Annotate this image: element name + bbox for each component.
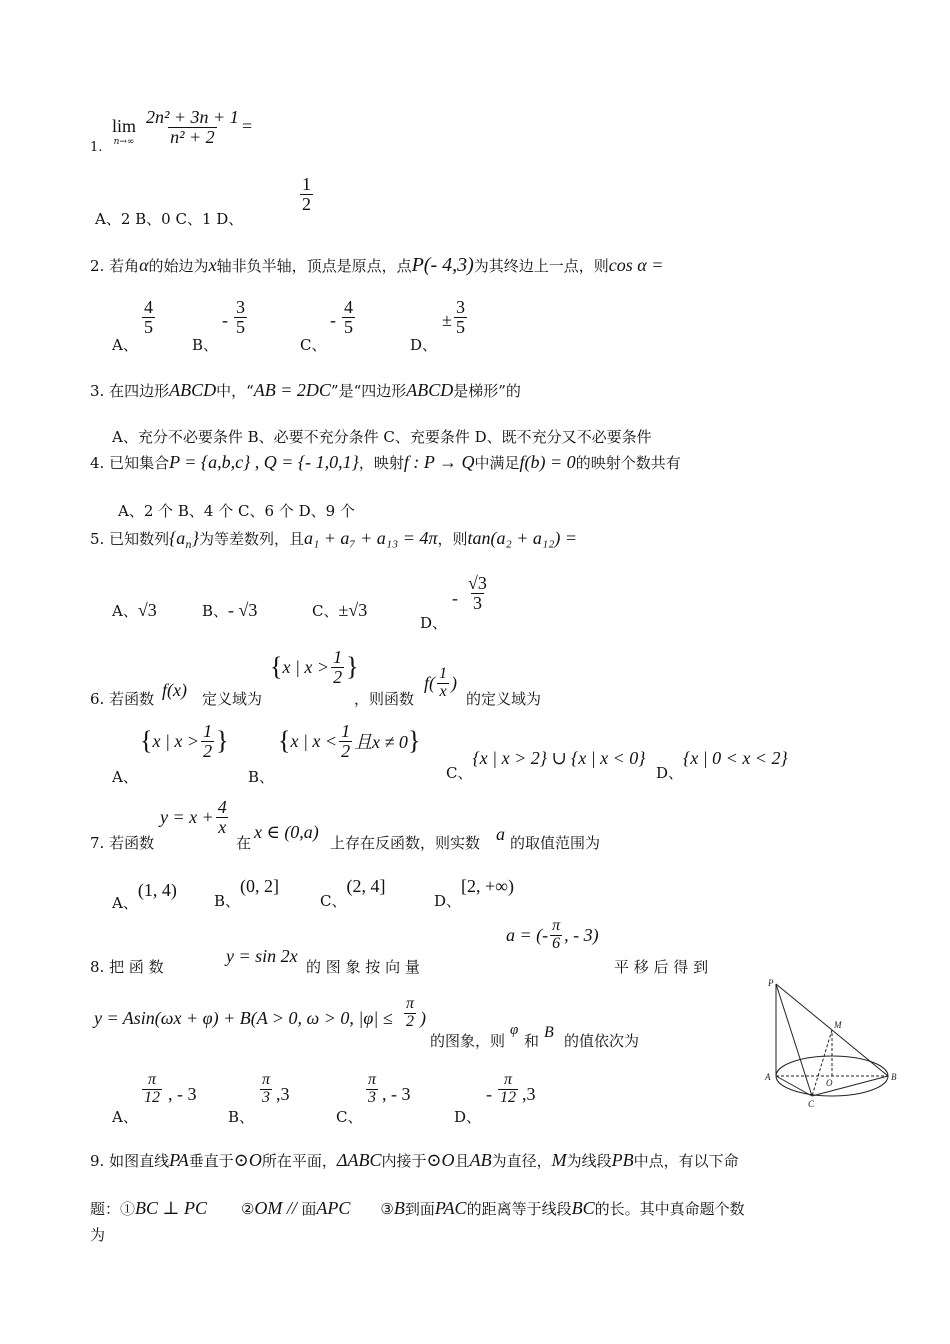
q8-d-label: D、 [454, 1108, 482, 1126]
q1-equals: = [242, 116, 253, 136]
q2-c-sign: - [330, 310, 336, 330]
label-m: M [834, 1020, 842, 1030]
q2-c-label: C、 [300, 336, 327, 354]
q9-line2-a: 题：① [90, 1200, 136, 1218]
q9-proposition-3e: BC [571, 1198, 595, 1218]
label-c: C [808, 1099, 815, 1109]
label-b: B [891, 1072, 897, 1082]
q8-function: y = sin 2x [226, 946, 298, 966]
q7-option-b [214, 876, 279, 911]
q2-point: P(- 4,3) [411, 254, 474, 276]
q1-options [95, 208, 243, 229]
q3-options-text: A、充分不必要条件 B、必要不充分条件 C、充要条件 D、既不充分又不必要条件 [112, 428, 652, 446]
q2-stem-a: 2. 若角 [90, 257, 140, 275]
q2-c-num: 4 [344, 297, 353, 317]
q1-limit [112, 116, 136, 147]
q5-option-c [312, 600, 367, 621]
q7-fn-den: x [218, 816, 227, 837]
q8-vec-den: 6 [552, 934, 561, 952]
q9-ab: AB [469, 1150, 492, 1170]
q6-fx: f(x) [162, 680, 187, 700]
q3-condition: AB = 2DC [253, 380, 331, 400]
q5-seq: {a [169, 528, 186, 548]
q6-domain-a: x | x > [282, 656, 330, 677]
q6-a-text: x | x > [152, 730, 200, 751]
q9-line2-c: ③ [380, 1200, 394, 1218]
q8-line2-den: 2 [406, 1012, 414, 1030]
q9-proposition-3b: 到面 [404, 1200, 435, 1218]
q8-d-frac [498, 1072, 518, 1107]
q6-c-value: {x | x > 2} ∪ {x | x < 0} [472, 748, 646, 768]
q8-c-den: 3 [368, 1088, 376, 1106]
q1-d-num: 1 [302, 174, 311, 194]
q6-b-frac [339, 722, 352, 761]
q9-proposition-2: OM // [254, 1198, 302, 1218]
q8-vec-frac [550, 918, 562, 953]
q9-line-2 [90, 1198, 745, 1219]
q1-options-text: A、2 B、0 C、1 D、 [95, 210, 244, 228]
q6-d-label: D、 [656, 764, 684, 782]
q5-seq-end: } [191, 528, 199, 548]
q6-stem-b: 定义域为 [202, 690, 263, 708]
q9-proposition-3f: 的长。其中真命题个数 [594, 1200, 745, 1218]
q9-line-3 [90, 1224, 105, 1245]
q8-b-tail: ,3 [276, 1084, 290, 1104]
q8-vec-b: , - 3) [564, 924, 599, 945]
q7-option-a [112, 880, 177, 913]
question-4-stem [90, 452, 681, 473]
segment-bc [812, 1076, 888, 1096]
q2-a-num: 4 [144, 297, 153, 317]
label-o: O [826, 1078, 833, 1088]
q6-b-cond: 且x ≠ 0 [354, 732, 408, 753]
q9-stem-c: 所在平面， [261, 1152, 337, 1170]
q7-b-label: B、 [214, 892, 241, 910]
q8-line2-c: 的图象，则 [430, 1032, 506, 1050]
q9-stem-g: 为线段 [566, 1152, 612, 1170]
q2-stem-b: 的始边为 [148, 257, 209, 275]
q5-d-num: √3 [468, 573, 487, 593]
q8-stem-b: 的 图 象 按 向 量 [306, 958, 420, 976]
q5-d-frac [466, 574, 489, 613]
q8-c-frac [366, 1072, 378, 1107]
q6-a-value: { x | x > $\frac{1}{2}$ } [140, 721, 229, 761]
q6-stem-c: ，则函数 [354, 690, 415, 708]
question-5-stem [90, 528, 577, 551]
q2-a-label: A、 [112, 336, 138, 354]
question-2-stem [90, 254, 663, 277]
q8-stem-c: 平 移 后 得 到 [614, 958, 709, 976]
q6-f-num: 1 [439, 665, 447, 682]
q8-B: B [544, 1024, 554, 1041]
q7-stem-a: 7. 若函数 [90, 834, 155, 852]
q9-proposition-3a: B [393, 1198, 405, 1218]
q8-line2-frac [404, 996, 416, 1031]
q6-f-frac [437, 666, 449, 701]
q7-a: a [496, 824, 505, 844]
q6-f-end: ) [451, 672, 457, 693]
q5-stem-a: 5. 已知数列 [90, 530, 170, 548]
q8-vec-num: π [552, 917, 561, 934]
q5-option-a [112, 600, 157, 621]
label-a: A [765, 1072, 771, 1082]
q1-lim-text: lim [112, 116, 137, 136]
q9-pb: PB [611, 1150, 634, 1170]
q2-x: x [208, 255, 217, 275]
q8-c-label: C、 [336, 1108, 363, 1126]
q7-function [160, 798, 231, 837]
q6-option-d [656, 748, 788, 783]
q7-d-value: [2, +∞) [461, 876, 515, 896]
q1-option-d-value [300, 175, 313, 214]
q1-numerator: 2n² + 3n + 1 [146, 107, 239, 127]
q8-line2-a: y = Asin(ωx + φ) + B(A > 0, ω > 0, |φ| ≤ [94, 1008, 393, 1028]
q9-line2-b: ② [240, 1200, 255, 1218]
q5-seq-sub: n [185, 540, 192, 551]
q6-a-frac [201, 722, 214, 761]
q7-fn-a: y = x + [160, 806, 214, 827]
q4-options [118, 500, 355, 521]
q6-b-label: B、 [248, 768, 275, 786]
q8-c-tail: , - 3 [382, 1084, 411, 1104]
q3-stem-a: 3. 在四边形 [90, 382, 170, 400]
q9-stem-a: 9. 如图直线 [90, 1152, 170, 1170]
q7-range: x ∈ (0,a) [254, 822, 319, 842]
q5-condition: a₁ + a₇ + a₁₃ = 4π [303, 528, 438, 548]
q8-d-den: 12 [500, 1088, 516, 1106]
q3-stem-d: 是梯形”的 [453, 382, 521, 400]
q3-stem-c: ”是“四边形 [330, 382, 407, 400]
q2-a-den: 5 [144, 316, 153, 337]
q9-stem-d: 内接于 [381, 1152, 427, 1170]
q6-option-c [446, 748, 646, 783]
q7-a-label: A、 [112, 894, 138, 912]
q3-abcd-2: ABCD [406, 380, 454, 400]
q5-b-label: B、 [202, 602, 229, 620]
q7-stem-c: 上存在反函数，则实数 [330, 834, 481, 852]
q2-alpha: α [139, 255, 149, 275]
q9-stem-h: 中点，有以下命 [633, 1152, 739, 1170]
q5-c-value: ±√3 [338, 600, 368, 620]
q8-d-sign: - [486, 1084, 492, 1104]
q7-option-d [434, 876, 514, 911]
q6-b-num: 1 [341, 721, 351, 741]
q8-c-num: π [368, 1071, 377, 1088]
q4-stem-c: 中满足 [474, 454, 520, 472]
q6-domain-den: 2 [333, 666, 343, 687]
q5-b-value: - √3 [228, 600, 258, 620]
q8-vec-a: a = (- [506, 924, 549, 945]
q8-and: 和 [524, 1032, 540, 1050]
q8-vector [506, 918, 599, 953]
label-p: P [768, 978, 774, 988]
q7-fn-frac [216, 798, 229, 837]
question-3-stem [90, 380, 521, 401]
q9-circle: ⊙O [233, 1150, 262, 1170]
question-8-stem [90, 918, 770, 978]
q1-denominator: n² + 2 [170, 126, 215, 147]
q2-b-frac [234, 298, 247, 337]
q2-stem-d: 为其终边上一点，则 [473, 257, 609, 275]
q4-sets: P = {a,b,c} , Q = {- 1,0,1} [169, 452, 359, 472]
q2-c-den: 5 [344, 316, 353, 337]
q9-line3-text: 为 [90, 1226, 106, 1244]
q7-c-label: C、 [320, 892, 347, 910]
q3-stem-b: 中，“ [216, 382, 254, 400]
q1-lim-sub: n→∞ [113, 137, 135, 147]
q8-b-frac [260, 1072, 272, 1107]
q6-domain: { x | x > $\frac{1}{2}$ } [270, 647, 359, 687]
q9-triangle: ΔABC [336, 1150, 382, 1170]
q6-domain-frac [331, 648, 344, 687]
q1-d-den: 2 [302, 193, 311, 214]
q4-stem-d: 的映射个数共有 [575, 454, 681, 472]
q6-d-value: {x | 0 < x < 2} [683, 748, 788, 768]
q4-condition: f(b) = 0 [519, 452, 576, 472]
q9-m: M [551, 1150, 567, 1170]
q8-b-num: π [262, 1071, 271, 1088]
q5-target: tan(a₂ + a₁₂) = [467, 528, 578, 548]
q6-c-label: C、 [446, 764, 473, 782]
q4-stem-a: 4. 已知集合 [90, 454, 170, 472]
q6-stem-a: 6. 若函数 [90, 690, 155, 708]
q9-circle-2: ⊙O [426, 1150, 455, 1170]
q7-option-c [320, 876, 385, 911]
q2-c-frac [342, 298, 355, 337]
q2-b-label: B、 [192, 336, 219, 354]
q7-stem-b: 在 [236, 834, 252, 852]
q4-stem-b: ，映射 [358, 454, 404, 472]
question-9-stem [90, 1150, 739, 1171]
q9-pa: PA [169, 1150, 189, 1170]
q9-proposition-2c: APC [316, 1198, 351, 1218]
q7-stem-d: 的取值范围为 [510, 834, 601, 852]
q2-b-num: 3 [236, 297, 245, 317]
cone-figure [756, 978, 906, 1110]
q8-a-frac [142, 1072, 162, 1107]
q6-f-den: x [439, 682, 447, 700]
q2-b-den: 5 [236, 316, 245, 337]
q3-abcd: ABCD [169, 380, 217, 400]
q5-c-label: C、 [312, 602, 339, 620]
q7-c-value: (2, 4] [346, 876, 386, 896]
q8-d-num: π [503, 1071, 512, 1088]
q2-d-sign: ± [442, 310, 452, 330]
q6-stem-d: 的定义域为 [466, 690, 542, 708]
q7-a-value: (1, 4) [137, 880, 177, 900]
q1-fraction [144, 108, 241, 147]
q6-a-label: A、 [112, 768, 138, 786]
q8-a-num: π [147, 1071, 156, 1088]
q5-stem-c: ，则 [437, 530, 468, 548]
q8-stem-a: 8. 把 函 数 [90, 958, 164, 976]
q8-a-den: 12 [144, 1088, 160, 1106]
q8-b-den: 3 [262, 1088, 270, 1106]
q7-fn-num: 4 [217, 797, 227, 817]
q8-line2-num: π [406, 995, 415, 1012]
q2-cos: cos α = [608, 255, 664, 275]
q5-a-value: √3 [137, 600, 157, 620]
q6-a-num: 1 [203, 721, 213, 741]
q7-b-value: (0, 2] [240, 876, 280, 896]
q7-d-label: D、 [434, 892, 462, 910]
q2-stem-c: 轴非负半轴，顶点是原点，点 [216, 257, 412, 275]
q2-d-den: 5 [456, 316, 465, 337]
q8-phi: φ [510, 1022, 519, 1038]
q2-d-frac [454, 298, 467, 337]
q8-a-tail: , - 3 [168, 1084, 197, 1104]
q4-options-text: A、2 个 B、4 个 C、6 个 D、9 个 [118, 502, 355, 520]
q5-a-label: A、 [112, 602, 138, 620]
q9-proposition-1: BC ⊥ PC [135, 1198, 207, 1218]
q8-a-label: A、 [112, 1108, 138, 1126]
q9-stem-e: 且 [454, 1152, 470, 1170]
q9-proposition-3c: PAC [434, 1198, 467, 1218]
q2-a-frac [142, 298, 155, 337]
q8-b-label: B、 [228, 1108, 255, 1126]
q6-b-den: 2 [341, 740, 351, 761]
q6-b-value: { x | x < $\frac{1}{2}$ 且x ≠ 0 } [278, 721, 421, 761]
q5-option-b [202, 600, 257, 621]
q2-b-sign: - [222, 310, 228, 330]
q2-d-label: D、 [410, 336, 438, 354]
q1-number: 1. [90, 140, 103, 155]
q8-line2-d: 的值依次为 [564, 1032, 640, 1050]
q9-stem-b: 垂直于 [188, 1152, 234, 1170]
q4-map: f : P → Q [403, 452, 475, 472]
q2-d-num: 3 [456, 297, 465, 317]
q5-d-sign: - [452, 588, 458, 608]
q8-d-tail: ,3 [522, 1084, 536, 1104]
q8-line2-b: ) [420, 1008, 426, 1028]
q6-b-text: x | x < [290, 730, 338, 751]
q5-d-label: D、 [420, 614, 448, 632]
q9-proposition-3d: 的距离等于线段 [466, 1200, 572, 1218]
q3-options [112, 426, 652, 447]
q9-stem-f: 为直径， [491, 1152, 552, 1170]
q6-domain-num: 1 [333, 647, 343, 667]
q6-f: f( [424, 672, 435, 693]
q5-d-den: 3 [472, 592, 482, 613]
q6-a-den: 2 [203, 740, 213, 761]
q9-proposition-2b: 面 [301, 1200, 317, 1218]
q5-stem-b: 为等差数列，且 [198, 530, 304, 548]
q6-f-of-1-over-x [424, 666, 457, 701]
